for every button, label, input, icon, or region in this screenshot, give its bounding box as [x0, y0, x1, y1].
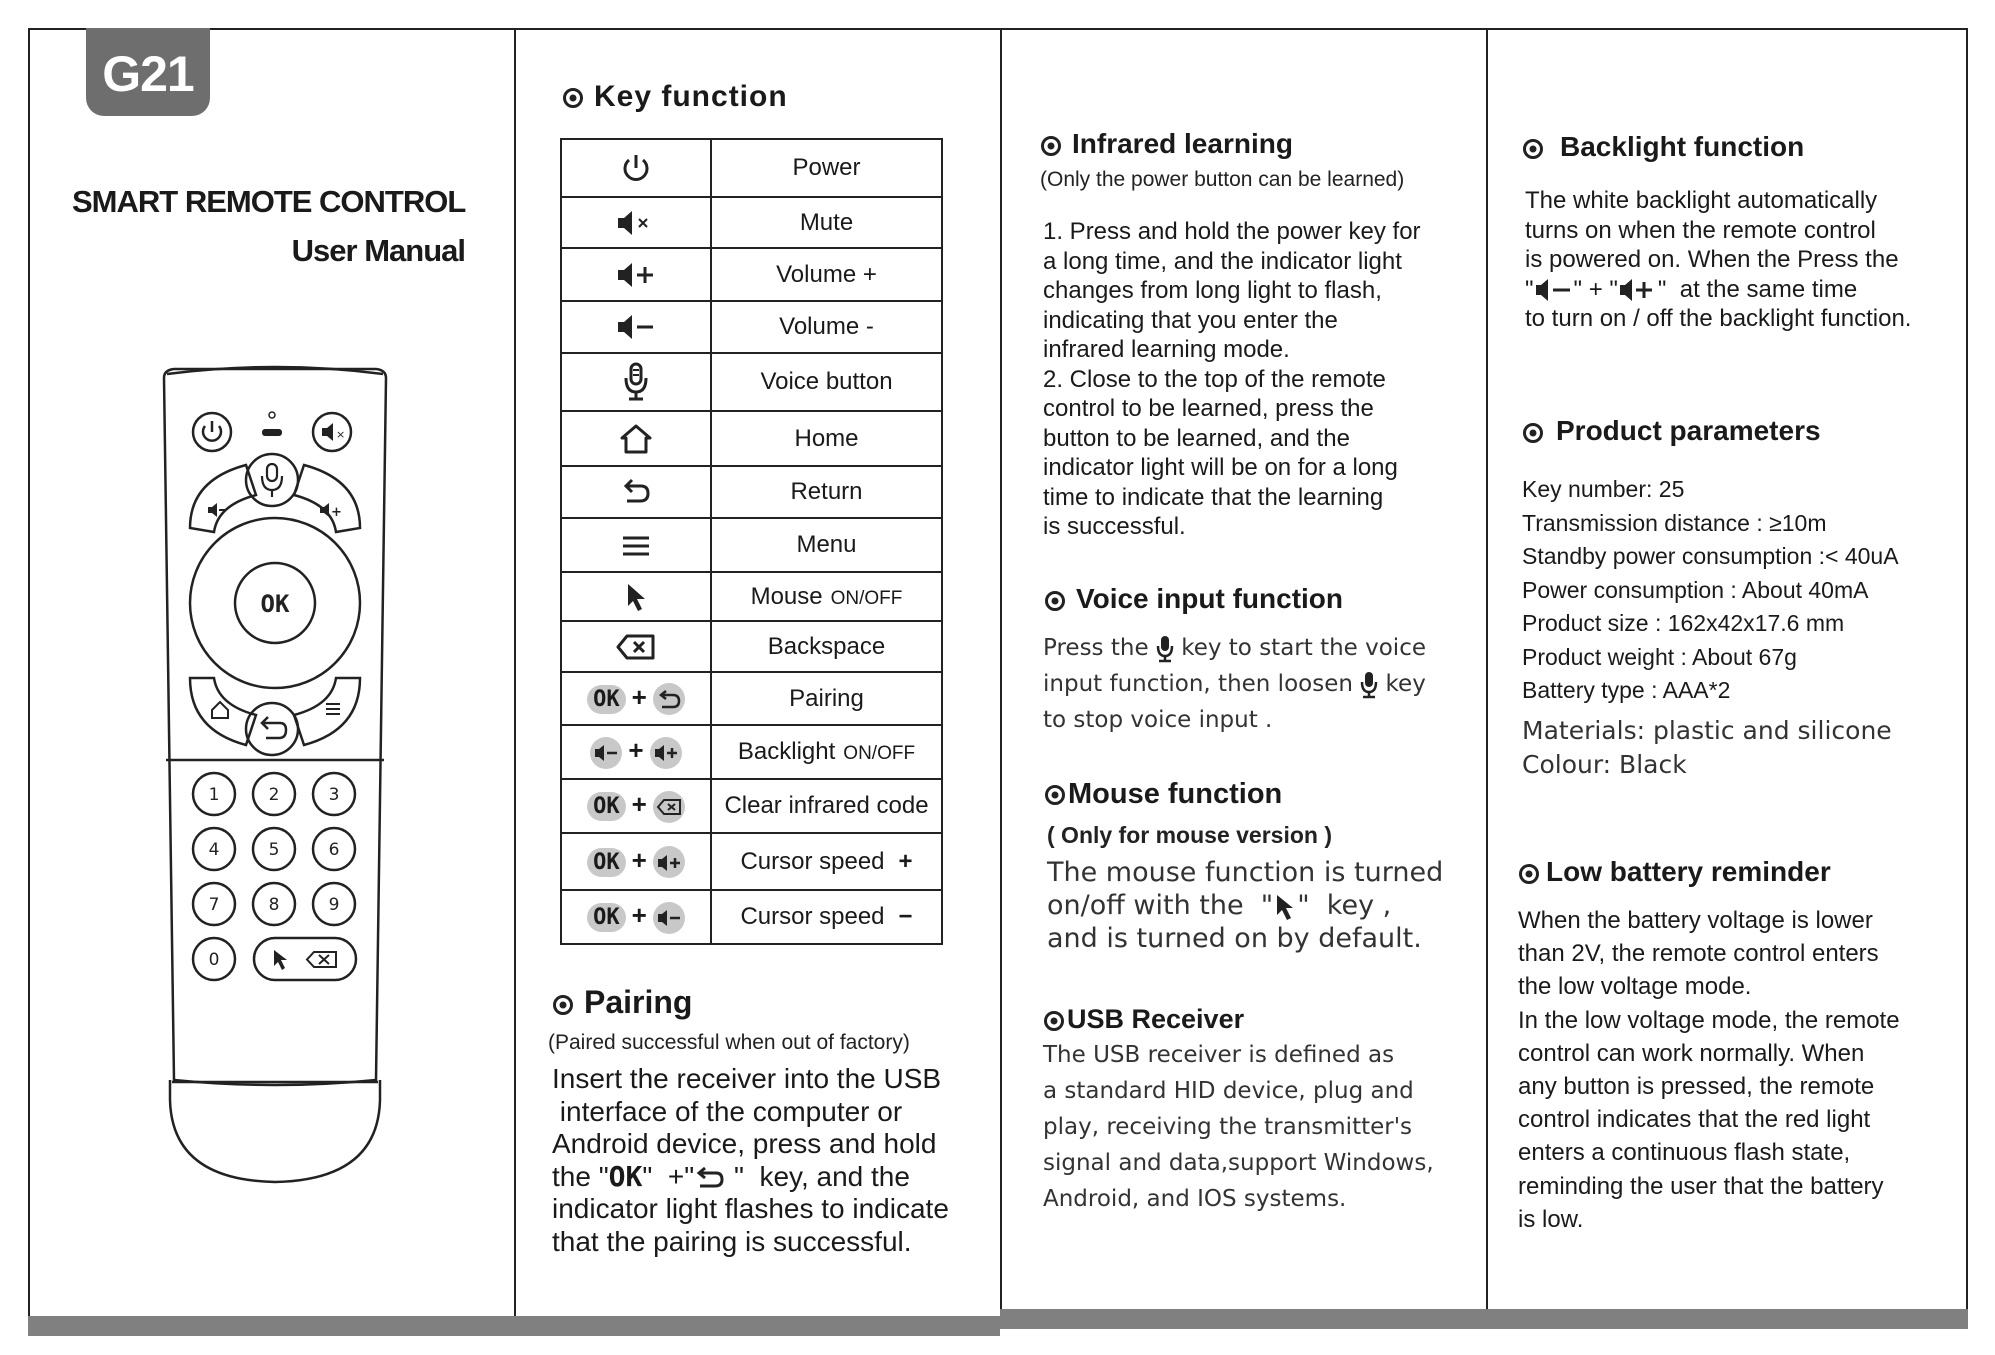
text-line: than 2V, the remote control enters	[1518, 940, 1879, 968]
ok-plus-backspace-icon	[561, 779, 711, 833]
column-divider	[514, 28, 516, 1328]
key-label: Pairing	[711, 672, 942, 725]
bullet-icon	[562, 87, 584, 109]
usb-text	[1043, 1037, 1434, 1217]
key-label-suffix: ON/OFF	[843, 743, 916, 764]
ok-key-icon: OK	[587, 685, 626, 714]
plus-sign: +	[628, 735, 644, 766]
param-line: Transmission distance : ≥10m	[1522, 509, 1827, 536]
key-label: Clear infrared code	[711, 779, 942, 833]
backlight-text: The white backlight automatically turns on when the remote control is powered on. When the Press the " " + " " at the same time to turn on / off the backlight function.	[1525, 187, 1912, 332]
infrared-note: (Only the power button can be learned)	[1040, 168, 1405, 191]
bullet-icon	[552, 994, 574, 1016]
param-line: Power consumption : About 40mA	[1522, 576, 1869, 603]
key-label: Home	[711, 411, 942, 466]
manual-subtitle: User Manual	[291, 233, 465, 268]
bullet-icon	[1040, 135, 1062, 157]
menu-icon	[561, 518, 711, 572]
key-row	[561, 248, 942, 301]
plus-sign: +	[631, 681, 647, 712]
voice-heading: Voice input function	[1044, 583, 1343, 615]
text-line: In the low voltage mode, the remote	[1518, 1006, 1900, 1034]
bullet-icon	[1518, 863, 1540, 885]
svg-text:×: ×	[336, 428, 346, 441]
ok-plus-voldown-icon	[561, 890, 711, 944]
text-line: time to indicate that the learning	[1043, 483, 1384, 511]
ok-plus-volup-icon	[561, 833, 711, 890]
mouse-heading: Mouse function	[1044, 778, 1282, 811]
text-line: signal and data,support Windows,	[1043, 1150, 1434, 1176]
voice-text: Press the key to start the voice input function, then loosen key to stop voice input .	[1043, 635, 1426, 733]
svg-text:8: 8	[268, 895, 280, 915]
svg-text:0: 0	[208, 950, 220, 970]
model-label: G21	[102, 46, 194, 102]
bullet-icon	[1522, 138, 1544, 160]
bullet-icon	[1044, 784, 1066, 806]
svg-text:7: 7	[208, 895, 220, 915]
text-line: indicating that you enter the	[1043, 306, 1338, 334]
text-line: play, receiving the transmitter's	[1043, 1114, 1413, 1140]
key-row	[561, 779, 942, 833]
microphone-icon	[1360, 671, 1378, 699]
key-label: Cursor speed +	[711, 833, 942, 890]
text-line: Android, and IOS systems.	[1043, 1186, 1347, 1212]
mouse-cursor-icon	[1273, 893, 1297, 921]
remote-illustration	[150, 360, 400, 1200]
params-heading: Product parameters	[1522, 415, 1821, 447]
volume-down-icon	[590, 737, 622, 769]
voldown-plus-volup-icon	[561, 725, 711, 779]
key-label: Menu	[711, 518, 942, 572]
param-line: Key number: 25	[1522, 476, 1685, 502]
plus-sign: +	[631, 900, 647, 931]
usb-heading: USB Receiver	[1043, 1004, 1244, 1035]
params-list	[1522, 473, 1899, 708]
key-row	[561, 572, 942, 621]
key-label: Cursor speed −	[711, 890, 942, 944]
footer-bar	[1000, 1309, 1968, 1329]
text-line: When the battery voltage is lower	[1518, 907, 1873, 934]
svg-text:5: 5	[268, 840, 280, 860]
pairing-text: Insert the receiver into the USB interface of the computer or Android device, press and hold the "OK" +" " key, and the indicator light flashes to indicate that the pairing is successful.	[552, 1063, 949, 1257]
key-row	[561, 466, 942, 518]
svg-text:6: 6	[328, 840, 340, 860]
key-label-suffix: +	[898, 847, 913, 875]
ok-plus-return-icon	[561, 672, 711, 725]
text-line: enters a continuous flash state,	[1518, 1139, 1851, 1167]
mute-icon	[561, 197, 711, 248]
plus-sign: +	[631, 789, 647, 820]
svg-text:3: 3	[328, 785, 340, 805]
pairing-heading: Pairing	[552, 984, 692, 1021]
key-label: Volume +	[711, 248, 942, 301]
model-badge	[86, 28, 210, 116]
volume-up-icon	[653, 846, 685, 878]
bullet-icon	[1522, 422, 1544, 444]
text-line: a standard HID device, plug and	[1043, 1078, 1414, 1104]
key-function-heading: Key function	[562, 80, 788, 114]
text-line: is successful.	[1043, 513, 1186, 540]
bullet-icon	[1043, 1010, 1065, 1032]
key-label: Mouse ON/OFF	[711, 572, 942, 621]
return-icon	[653, 683, 685, 715]
key-row	[561, 890, 942, 944]
key-row	[561, 518, 942, 572]
backspace-icon	[561, 621, 711, 672]
text-line: 2. Close to the top of the remote	[1043, 365, 1386, 393]
svg-text:2: 2	[268, 785, 280, 805]
key-function-table	[560, 138, 943, 945]
ok-key-icon: OK	[587, 792, 626, 821]
column-divider	[1000, 28, 1002, 1328]
footer-bar	[28, 1316, 1000, 1336]
key-row	[561, 353, 942, 411]
mouse-text: The mouse function is turned on/off with the " " key , and is turned on by default.	[1047, 857, 1444, 954]
params-extra: Materials: plastic and silicone Colour: Black	[1522, 716, 1892, 779]
key-label: Return	[711, 466, 942, 518]
volume-up-icon	[1618, 277, 1658, 303]
svg-text:4: 4	[208, 840, 220, 860]
text-line: changes from long light to flash,	[1043, 277, 1382, 304]
text-line: The USB receiver is defined as	[1043, 1042, 1395, 1068]
key-row	[561, 725, 942, 779]
infrared-text	[1043, 217, 1421, 542]
key-row	[561, 833, 942, 890]
key-label: Voice button	[711, 353, 942, 411]
home-icon	[561, 411, 711, 466]
key-row	[561, 621, 942, 672]
text-line: button to be learned, and the	[1043, 424, 1350, 452]
text-line: control to be learned, press the	[1043, 395, 1374, 422]
text-line: the low voltage mode.	[1518, 973, 1752, 1001]
key-label-suffix: ON/OFF	[830, 587, 903, 609]
low-battery-heading: Low battery reminder	[1518, 856, 1831, 888]
key-row	[561, 411, 942, 466]
mouse-cursor-icon	[561, 572, 711, 621]
ok-key-icon: OK	[587, 848, 626, 877]
power-icon	[561, 139, 711, 197]
text-line: a long time, and the indicator light	[1043, 247, 1402, 275]
product-title: SMART REMOTE CONTROL	[72, 184, 466, 219]
microphone-icon	[1156, 635, 1174, 663]
remote-ok-label: OK	[260, 590, 290, 618]
key-label: Power	[711, 139, 942, 197]
text-line: control indicates that the red light	[1518, 1106, 1871, 1134]
svg-text:+: +	[331, 505, 342, 520]
plus-sign: +	[631, 844, 647, 875]
backspace-icon	[653, 791, 685, 823]
key-label: Mute	[711, 197, 942, 248]
key-row	[561, 139, 942, 197]
volume-up-icon	[561, 248, 711, 301]
key-label: Volume -	[711, 301, 942, 353]
param-line: Product size : 162x42x17.6 mm	[1522, 610, 1845, 636]
bullet-icon	[1044, 590, 1066, 612]
ok-key-icon: OK	[587, 903, 626, 932]
param-line: Standby power consumption :< 40uA	[1522, 543, 1899, 569]
key-label: Backlight ON/OFF	[711, 725, 942, 779]
key-row	[561, 301, 942, 353]
volume-down-icon	[653, 902, 685, 934]
infrared-heading: Infrared learning	[1040, 128, 1293, 160]
text-line: reminding the user that the battery	[1518, 1172, 1884, 1200]
return-icon	[561, 466, 711, 518]
backlight-heading: Backlight function	[1522, 131, 1804, 163]
microphone-icon	[561, 353, 711, 411]
text-line: 1. Press and hold the power key for	[1043, 218, 1421, 245]
return-icon	[694, 1166, 726, 1190]
text-line: any button is pressed, the remote	[1518, 1073, 1875, 1101]
key-label-suffix: −	[898, 903, 913, 930]
volume-down-icon	[1534, 277, 1574, 303]
param-line: Battery type : AAA*2	[1522, 677, 1731, 703]
key-row	[561, 197, 942, 248]
param-line: Product weight : About 67g	[1522, 643, 1797, 670]
key-label: Backspace	[711, 621, 942, 672]
svg-text:9: 9	[328, 895, 340, 915]
svg-text:1: 1	[208, 785, 220, 805]
column-divider	[1486, 28, 1488, 1328]
text-line: control can work normally. When	[1518, 1039, 1865, 1067]
volume-down-icon	[561, 301, 711, 353]
text-line: infrared learning mode.	[1043, 336, 1290, 363]
volume-up-icon	[650, 737, 682, 769]
text-line: indicator light will be on for a long	[1043, 454, 1398, 481]
text-line: is low.	[1518, 1205, 1584, 1233]
low-battery-text	[1518, 904, 1900, 1236]
key-row	[561, 672, 942, 725]
mouse-note: ( Only for mouse version )	[1047, 822, 1332, 848]
pairing-note: (Paired successful when out of factory)	[548, 1031, 910, 1054]
